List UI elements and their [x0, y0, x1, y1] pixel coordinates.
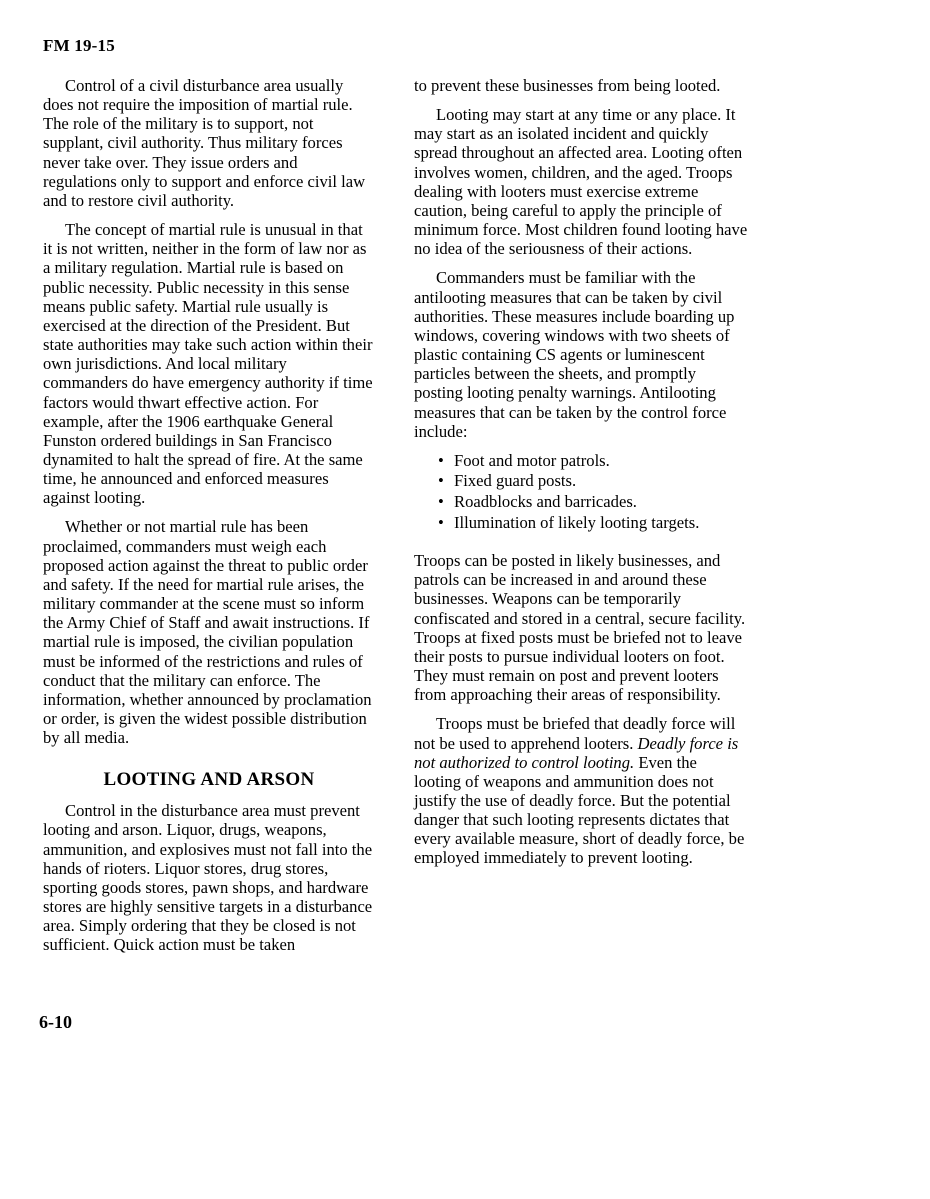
paragraph-with-emphasis: [414, 714, 748, 867]
spacer: [414, 542, 748, 551]
paragraph-text-part2: Even the looting of weapons and ammunition does not justify the use of deadly force. But the potential danger that such looting represents dictates that every available measure, short of deadly force, be employed immediately to prevent looting.: [414, 752, 745, 868]
paragraph: Commanders must be familiar with the antilooting measures that can be taken by civil authorities. These measures include boarding up windows, covering windows with two sheets of plastic containing CS agents or luminescent particles between the sheets, and promptly posting looting penalty warnings. Antilooting measures that can be taken by the control force include:: [414, 268, 735, 441]
paragraph: Control of a civil disturbance area usually does not require the imposition of martial rule. The role of the military is to support, not supplant, civil authority. Thus military forces never take over. They issue orders and regulations only to support and enforce civil law and to restore civil authority.: [43, 76, 366, 210]
paragraph: Whether or not martial rule has been proclaimed, commanders must weigh each proposed action against the threat to public order and safety. If the need for martial rule arises, the military commander at the scene must so inform the Army Chief of Staff and await instructions. If martial rule is imposed, the civilian population must be informed of the restrictions and rules of conduct that the military can enforce. The information, whether announced by proclamation or order, is given the widest possible distribution by all media.: [43, 517, 372, 748]
left-column: [43, 76, 375, 965]
page-header: FM 19-15: [43, 36, 115, 55]
page-number: 6-10: [39, 1012, 72, 1032]
list-item: • Foot and motor patrols.: [454, 451, 748, 471]
right-column: [414, 76, 748, 965]
section-heading: LOOTING AND ARSON: [103, 769, 315, 791]
paragraph: The concept of martial rule is unusual in that it is not written, neither in the form of law nor as a military regulation. Martial rule is based on public necessity. Public necessity in this sense means public safety. Martial rule usually is exercised at the direction of the President. But state authorities may take such action within their own jurisdictions. And local military commanders do have emergency authority if time factors would thwart effective action. For example, after the 1906 earthquake General Funston ordered buildings in San Francisco dynamited to halt the spread of fire. At the same time, he announced and enforced measures against looting.: [43, 220, 373, 508]
paragraph: Looting may start at any time or any place. It may start as an isolated incident and quickly spread throughout an affected area. Looting often involves women, children, and the aged. Troops dealing with looters must exercise extreme caution, being careful to apply the principle of minimum force. Most children found looting have no idea of the seriousness of their actions.: [414, 105, 748, 259]
two-column-body: [43, 76, 888, 965]
list-item: • Illumination of likely looting targets.: [454, 513, 748, 533]
paragraph: Troops can be posted in likely businesses, and patrols can be increased in and around these businesses. Weapons can be temporarily confiscated and stored in a central, secure facility. Troops at fixed posts must be briefed not to leave their posts to pursue individual looters on foot. They must remain on post and prevent looters from approaching their areas of responsibility.: [414, 551, 746, 705]
paragraph: Control in the disturbance area must prevent looting and arson. Liquor, drugs, weapons, ammunition, and explosives must not fall into the hands of rioters. Liquor stores, drug stores, sporting goods stores, pawn shops, and hardware stores are highly sensitive targets in a disturbance area. Simply ordering that they be closed is not sufficient. Quick action must be taken: [43, 801, 373, 955]
paragraph-continuation: to prevent these businesses from being looted.: [414, 76, 721, 95]
list-item: • Fixed guard posts.: [454, 471, 748, 491]
emphasized-text: Deadly force is not authorized to control looting.: [414, 733, 739, 772]
paragraph-text-part1: Troops must be briefed that deadly force will not be used to apprehend looters.: [414, 714, 736, 753]
list-item: • Roadblocks and barricades.: [454, 492, 748, 512]
bullet-list: [414, 451, 748, 532]
